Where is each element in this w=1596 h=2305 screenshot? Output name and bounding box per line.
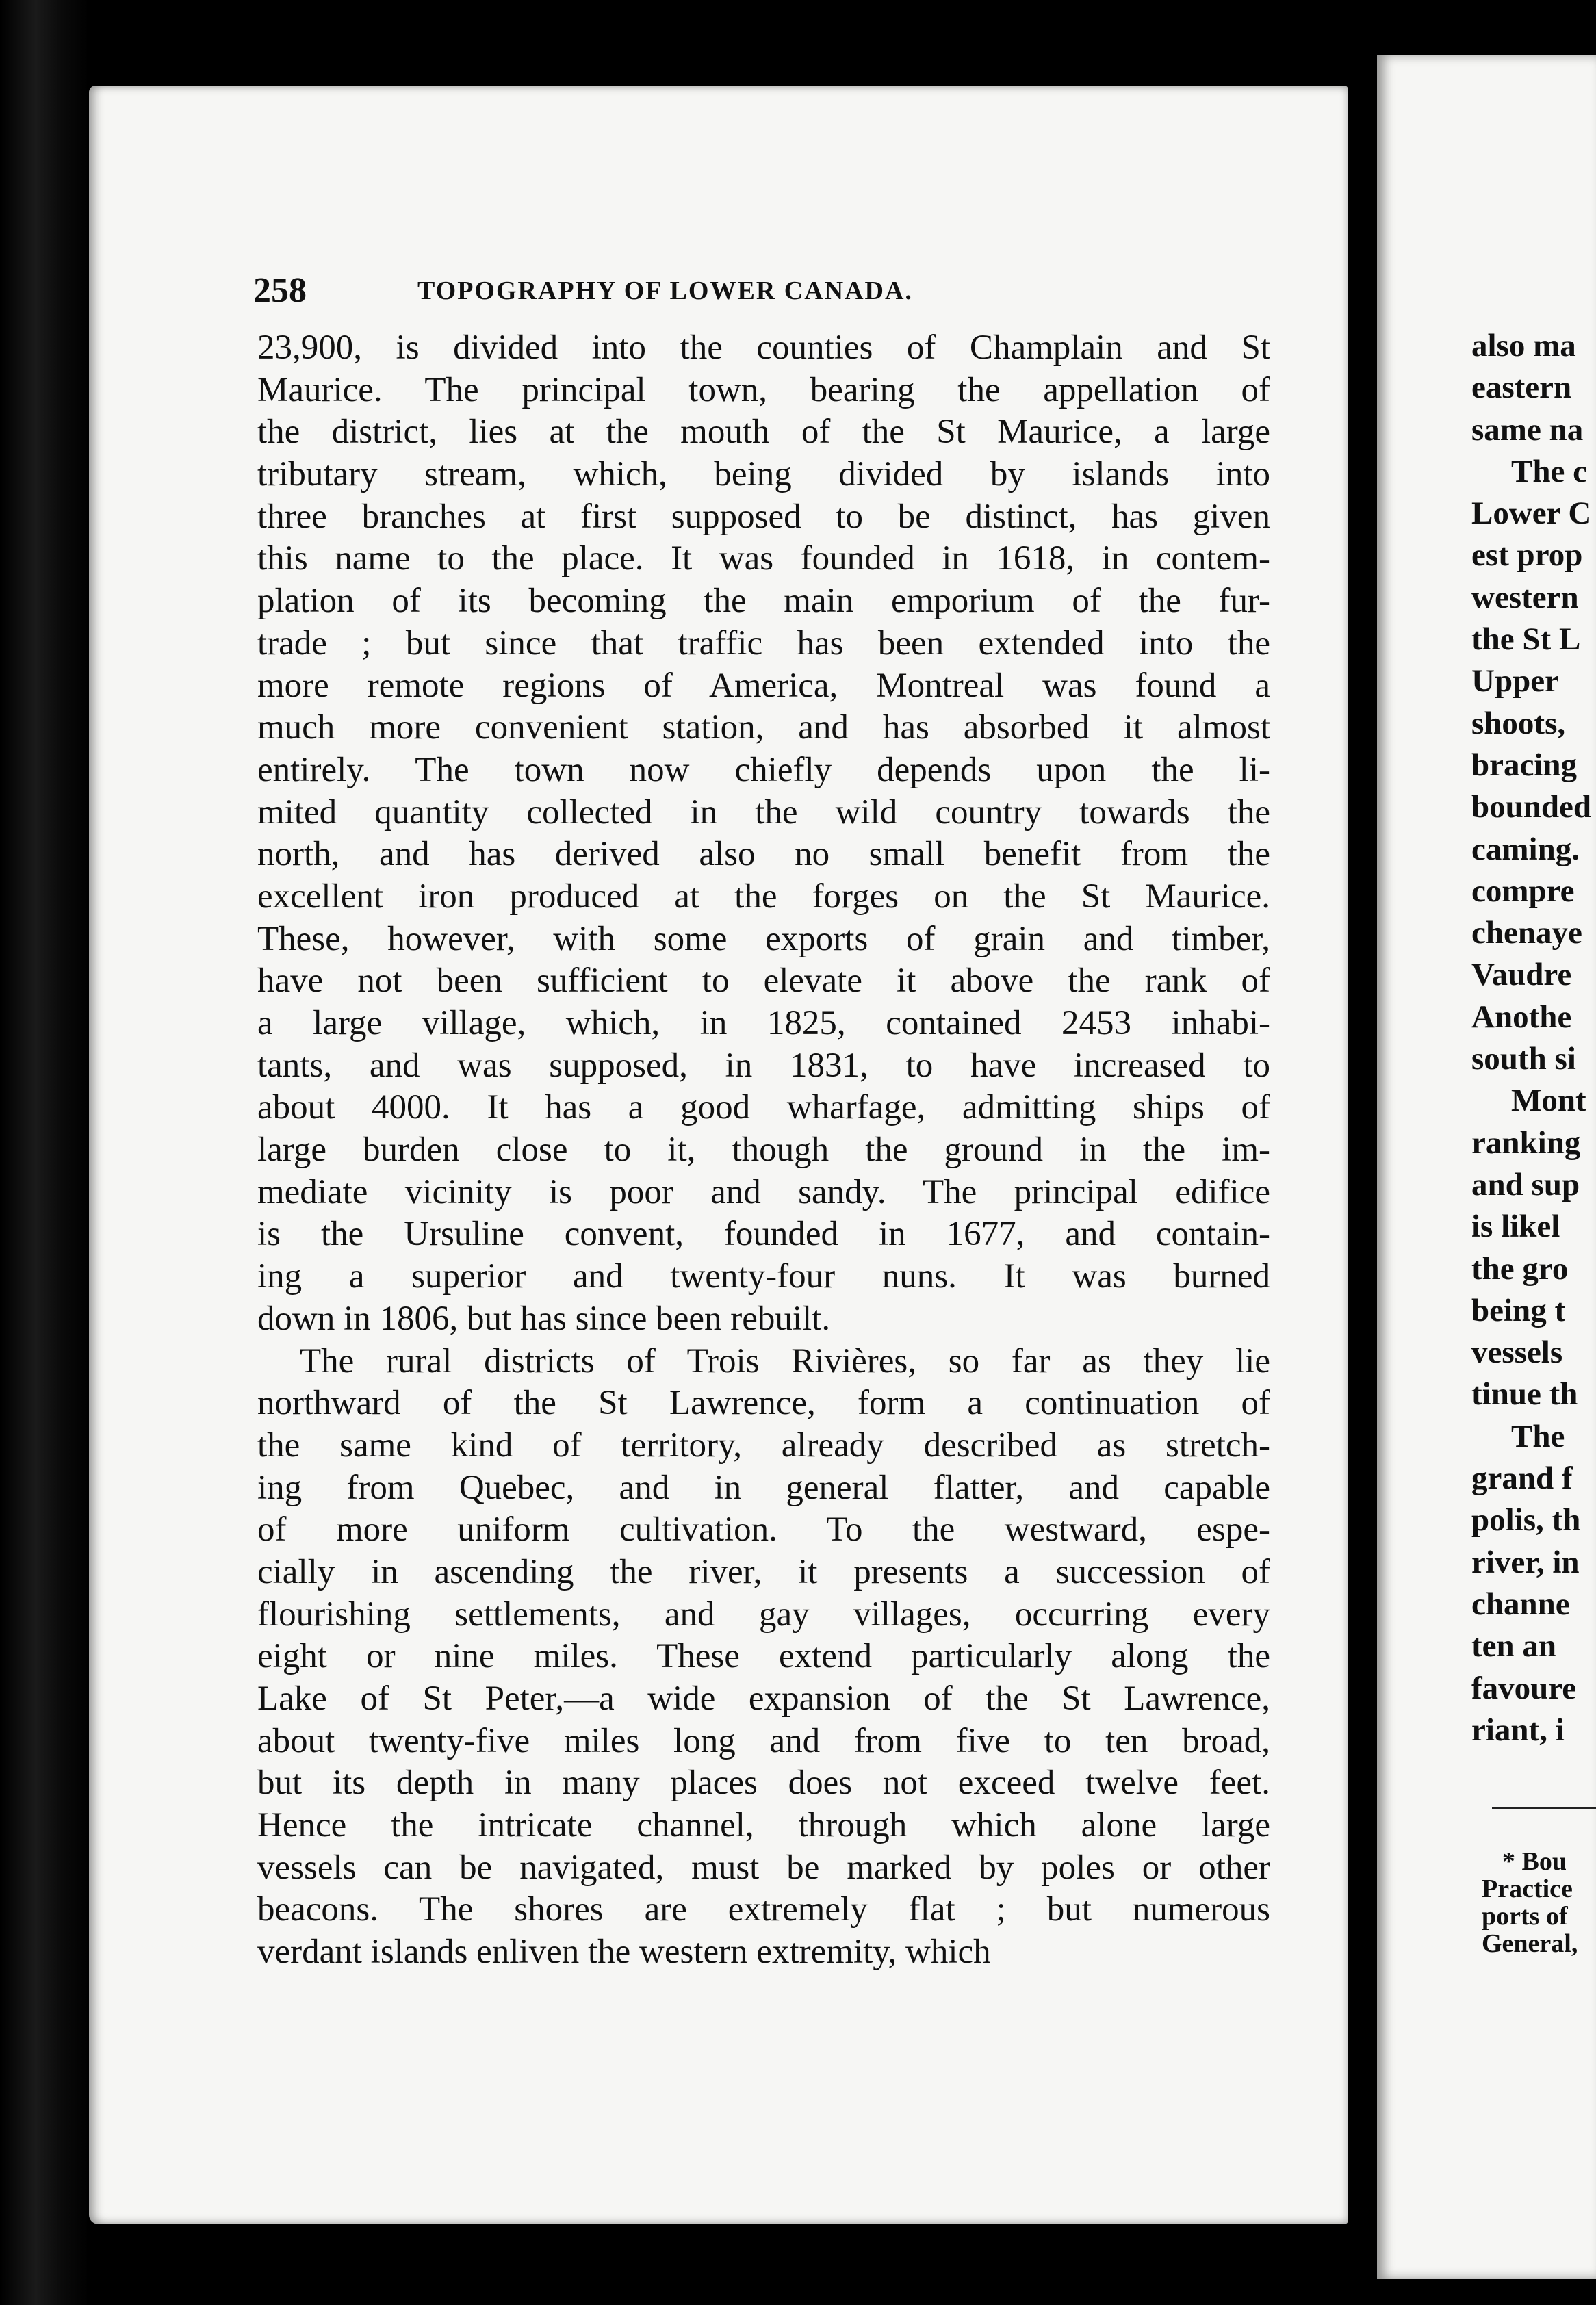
right-text-line: being t <box>1471 1292 1566 1328</box>
text-line: much more convenient station, and has absorbed it almost <box>257 708 1270 747</box>
right-text-line: favoure <box>1471 1670 1577 1706</box>
text-line: cially in ascending the river, it presents a succession of <box>257 1552 1270 1591</box>
footnote-rule <box>1492 1807 1596 1809</box>
right-text-line: est prop <box>1471 537 1583 574</box>
text-line: These, however, with some exports of grain and timber, <box>257 919 1270 958</box>
right-page-footnotes <box>1482 1848 1596 1957</box>
text-line: mediate vicinity is poor and sandy. The principal edifice <box>257 1172 1270 1211</box>
text-line: about 4000. It has a good wharfage, admitting ships of <box>257 1088 1270 1127</box>
text-line: down in 1806, but has since been rebuilt. <box>257 1299 831 1338</box>
text-line: a large village, which, in 1825, contained 2453 inhabi- <box>257 1004 1270 1042</box>
right-text-line: south si <box>1471 1041 1576 1077</box>
text-line: the district, lies at the mouth of the St Maurice, a large <box>257 413 1270 452</box>
text-line: Maurice. The principal town, bearing the appellation of <box>257 370 1270 409</box>
right-text-line: The <box>1511 1418 1565 1454</box>
right-text-line: channe <box>1471 1586 1570 1622</box>
text-line: Lake of St Peter,—a wide expansion of the St Lawrence, <box>257 1679 1270 1718</box>
text-line: trade ; but since that traffic has been extended into the <box>257 623 1270 662</box>
right-text-line: also ma <box>1471 328 1576 363</box>
right-text-line: Lower C <box>1471 495 1592 532</box>
right-text-line: vessels <box>1471 1335 1563 1371</box>
page-gutter <box>1348 41 1377 2305</box>
text-line: this name to the place. It was founded in 1618, in contem- <box>257 539 1270 578</box>
text-line: three branches at first supposed to be distinct, has given <box>257 497 1270 536</box>
text-line: excellent iron produced at the forges on the St Maurice. <box>257 877 1270 916</box>
right-text-line: compre <box>1471 873 1575 909</box>
body-text <box>257 327 1270 1974</box>
right-text-line: and sup <box>1471 1166 1580 1202</box>
text-line: beacons. The shores are extremely flat ; but numerous <box>257 1890 1270 1929</box>
right-text-line: shoots, <box>1471 705 1566 741</box>
right-text-line: The c <box>1511 453 1587 489</box>
right-text-line: bounded <box>1471 789 1592 825</box>
text-line: plation of its becoming the main emporium of the fur- <box>257 582 1270 621</box>
text-line: but its depth in many places does not exceed twelve feet. <box>257 1764 1270 1803</box>
right-text-line: caming. <box>1471 831 1580 867</box>
text-line: The rural districts of Trois Rivières, so far as they lie <box>300 1341 1270 1380</box>
running-title: TOPOGRAPHY OF LOWER CANADA. <box>417 276 913 305</box>
right-text-line: polis, th <box>1471 1502 1581 1538</box>
text-line: 23,900, is divided into the counties of Champlain and St <box>257 329 1270 367</box>
text-line: have not been sufficient to elevate it above the rank of <box>257 962 1270 1001</box>
right-text-line: Upper <box>1471 663 1559 699</box>
right-text-line: tinue th <box>1471 1376 1578 1413</box>
right-page-text <box>1471 325 1596 1751</box>
text-line: Hence the intricate channel, through which alone large <box>257 1806 1270 1845</box>
footnote-line: Practice <box>1482 1875 1573 1903</box>
right-text-line: the St L <box>1471 621 1581 658</box>
text-line: mited quantity collected in the wild country towards the <box>257 793 1270 832</box>
text-line: large burden close to it, though the ground in the im- <box>257 1131 1270 1170</box>
book-binding <box>0 0 89 2305</box>
right-text-line: grand f <box>1471 1460 1573 1497</box>
footnote-line: * Bou <box>1502 1847 1567 1876</box>
footnote-line: General, <box>1482 1929 1578 1958</box>
right-text-line: Anothe <box>1471 999 1572 1035</box>
text-line: northward of the St Lawrence, form a continuation of <box>257 1384 1270 1423</box>
text-line: verdant islands enliven the western extremity, which <box>257 1933 991 1972</box>
right-text-line: same na <box>1471 411 1584 448</box>
text-line: entirely. The town now chiefly depends upon the li- <box>257 750 1270 789</box>
text-line: about twenty-five miles long and from five to ten broad, <box>257 1721 1270 1760</box>
text-line: vessels can be navigated, must be marked by poles or other <box>257 1848 1270 1887</box>
right-text-line: Vaudre <box>1471 957 1572 993</box>
right-text-line: ranking <box>1471 1124 1581 1161</box>
right-text-line: eastern <box>1471 370 1572 406</box>
text-line: the same kind of territory, already described as stretch- <box>257 1426 1270 1465</box>
text-line: tributary stream, which, being divided by islands into <box>257 455 1270 494</box>
right-text-line: western <box>1471 579 1579 615</box>
text-line: tants, and was supposed, in 1831, to have increased to <box>257 1046 1270 1085</box>
right-text-line: riant, i <box>1471 1712 1565 1748</box>
footnote-line: ports of <box>1482 1902 1568 1931</box>
right-text-line: river, in <box>1471 1544 1580 1580</box>
right-text-line: ten an <box>1471 1628 1557 1664</box>
running-head <box>253 270 1280 311</box>
right-text-line: bracing <box>1471 747 1578 783</box>
text-line: is the Ursuline convent, founded in 1677, and contain- <box>257 1215 1270 1254</box>
right-text-line: Mont <box>1511 1083 1586 1119</box>
text-line: north, and has derived also no small benefit from the <box>257 835 1270 874</box>
text-line: of more uniform cultivation. To the westward, espe- <box>257 1510 1270 1549</box>
text-line: eight or nine miles. These extend particularly along the <box>257 1637 1270 1676</box>
text-line: flourishing settlements, and gay villages, occurring every <box>257 1595 1270 1634</box>
text-line: ing from Quebec, and in general flatter, and capable <box>257 1468 1270 1507</box>
right-text-line: chenaye <box>1471 915 1582 951</box>
right-text-line: is likel <box>1471 1209 1560 1245</box>
page-number: 258 <box>253 271 307 310</box>
text-line: ing a superior and twenty-four nuns. It was burned <box>257 1257 1270 1296</box>
text-line: more remote regions of America, Montreal was found a <box>257 666 1270 705</box>
right-text-line: the gro <box>1471 1250 1569 1287</box>
